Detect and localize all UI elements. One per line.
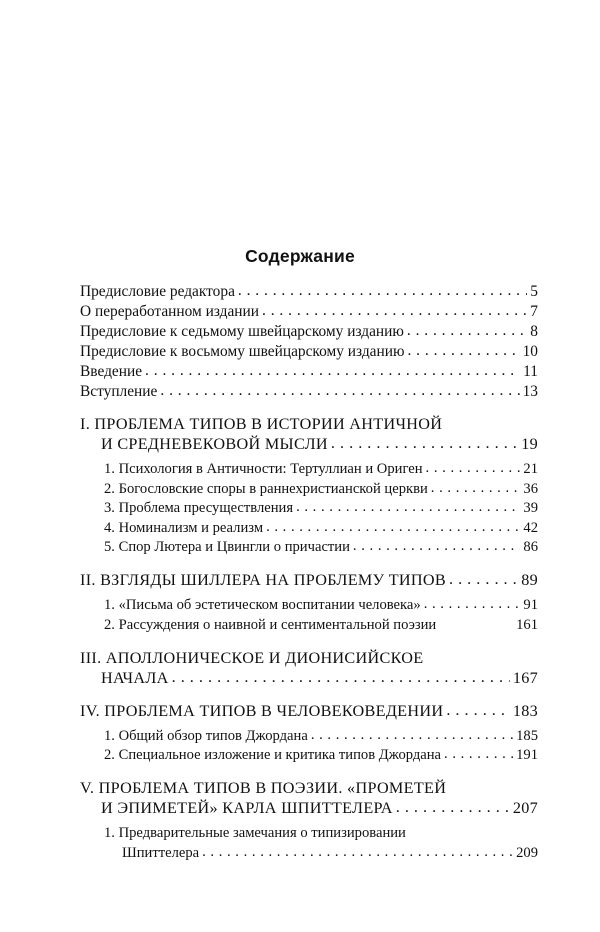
toc-page-number: 5 [530, 283, 538, 300]
section-entry[interactable] [104, 746, 538, 765]
section-entry[interactable] [104, 519, 538, 538]
toc-page-number: 39 [523, 500, 538, 516]
section-entry[interactable] [104, 480, 538, 499]
dot-leader [160, 381, 519, 400]
toc-entry-title: II. ВЗГЛЯДЫ ШИЛЛЕРА НА ПРОБЛЕМУ ТИПОВ [80, 571, 446, 589]
chapter-heading-continued[interactable] [80, 798, 538, 818]
toc-entry[interactable] [80, 342, 538, 361]
toc-page-number: 8 [530, 323, 538, 340]
dot-leader [353, 537, 520, 556]
toc-entry-title: Предисловие к восьмому швейцарскому изданию [80, 343, 405, 360]
toc-page-number: 10 [522, 343, 538, 360]
toc-entry-title: IV. ПРОБЛЕМА ТИПОВ В ЧЕЛОВЕКОВЕДЕНИИ [80, 701, 444, 720]
dot-leader [407, 341, 519, 360]
dot-leader [202, 843, 513, 862]
toc-entry-title: О переработанном издании [80, 303, 260, 320]
toc-entry-title: 1. Психология в Античности: Тертуллиан и Ориген [104, 461, 423, 477]
toc-page-number: 161 [516, 616, 538, 633]
toc-page-number: 19 [521, 435, 538, 453]
toc-entry[interactable] [80, 382, 538, 401]
toc-page-number: 13 [522, 383, 538, 400]
section-entry[interactable] [104, 460, 538, 479]
toc-entry-title: И ЭПИМЕТЕЙ» КАРЛА ШПИТТЕЛЕРА [101, 799, 393, 817]
chapter-heading[interactable] [80, 414, 538, 434]
toc-page-number: 167 [512, 668, 538, 687]
dot-leader [446, 700, 509, 720]
toc-chapter [80, 414, 538, 557]
table-of-contents [80, 282, 538, 863]
toc-chapter [80, 648, 538, 688]
chapter-heading-continued[interactable] [80, 668, 538, 688]
toc-entry-title: 2. Богословские споры в раннехристианской церкви [104, 480, 428, 497]
toc-page-number: 91 [523, 597, 538, 613]
toc-chapter [80, 778, 538, 863]
section-entry[interactable] [104, 499, 538, 518]
chapter-sections [80, 727, 538, 766]
chapter-heading[interactable] [80, 778, 538, 798]
section-entry[interactable] [104, 616, 538, 635]
toc-entry-title: 1. Общий обзор типов Джордана [104, 727, 308, 744]
toc-page-number: 11 [523, 363, 538, 380]
dot-leader [449, 569, 518, 589]
toc-entry-title: 4. Номинализм и реализм [104, 519, 264, 536]
dot-leader [426, 459, 521, 478]
toc-entry[interactable] [80, 282, 538, 301]
toc-entry-title: 1. «Письма об эстетическом воспитании человека» [104, 597, 421, 613]
toc-entry-title: 3. Проблема пресуществления [104, 500, 294, 516]
section-entry[interactable] [104, 824, 538, 843]
toc-chapter [80, 570, 538, 635]
chapter-heading[interactable] [80, 648, 538, 668]
toc-entry-title: Предисловие редактора [80, 283, 235, 300]
toc-entry-title: Предисловие к седьмому швейцарскому изданию [80, 323, 404, 340]
toc-entry[interactable] [80, 302, 538, 321]
toc-entry-title: III. АПОЛЛОНИЧЕСКОЕ И ДИОНИСИЙСКОЕ [80, 648, 424, 667]
toc-entry-title: Шпиттелера [122, 844, 200, 861]
toc-entry-title: 5. Спор Лютера и Цвингли о причастии [104, 539, 350, 555]
toc-page-number: 185 [516, 727, 538, 744]
chapter-heading[interactable] [80, 701, 538, 721]
toc-page-number: 36 [523, 480, 538, 497]
toc-page-number: 89 [521, 571, 538, 589]
toc-entry-title: 2. Специальное изложение и критика типов Джордана [104, 747, 442, 763]
dot-leader [296, 498, 520, 517]
front-matter-list [80, 282, 538, 401]
toc-entry-title: V. ПРОБЛЕМА ТИПОВ В ПОЭЗИИ. «ПРОМЕТЕЙ [80, 779, 447, 797]
toc-entry[interactable] [80, 362, 538, 381]
dot-leader [444, 745, 513, 764]
toc-chapter [80, 701, 538, 766]
toc-entry-title: Введение [80, 363, 143, 380]
toc-page-number: 207 [512, 799, 538, 817]
toc-entry[interactable] [80, 322, 538, 341]
toc-entry-title: НАЧАЛА [101, 668, 169, 687]
dot-leader [172, 667, 510, 687]
section-entry[interactable] [104, 538, 538, 557]
toc-entry-title: И СРЕДНЕВЕКОВОЙ МЫСЛИ [101, 435, 328, 453]
toc-page-number: 7 [530, 303, 538, 320]
dot-leader [396, 797, 510, 817]
toc-page-number: 191 [516, 747, 538, 763]
dot-leader [407, 321, 527, 340]
dot-leader [311, 726, 513, 745]
toc-entry-title: I. ПРОБЛЕМА ТИПОВ В ИСТОРИИ АНТИЧНОЙ [80, 415, 443, 433]
toc-page-number: 21 [523, 461, 538, 477]
toc-page-number: 86 [523, 539, 538, 555]
section-entry[interactable] [104, 727, 538, 746]
section-entry[interactable] [104, 596, 538, 615]
dot-leader [331, 433, 518, 453]
dot-leader [145, 361, 520, 380]
dot-leader [262, 301, 527, 320]
toc-page-number: 42 [523, 519, 538, 536]
dot-leader [238, 281, 527, 300]
toc-entry-title: Вступление [80, 383, 158, 400]
toc-entry-title: 1. Предварительные замечания о типизировании [104, 825, 406, 841]
chapters-list [80, 414, 538, 863]
toc-page-number: 183 [512, 701, 538, 720]
dot-leader [266, 518, 520, 537]
chapter-sections [80, 596, 538, 635]
dot-leader [431, 479, 521, 498]
chapter-sections [80, 824, 538, 863]
chapter-heading[interactable] [80, 570, 538, 590]
section-entry-continued[interactable] [104, 844, 538, 863]
toc-page-number: 209 [516, 844, 538, 861]
chapter-sections [80, 460, 538, 557]
dot-leader [424, 595, 521, 614]
toc-entry-title: 2. Рассуждения о наивной и сентиментальной поэзии [104, 616, 437, 633]
chapter-heading-continued[interactable] [80, 434, 538, 454]
toc-title: Содержание [245, 246, 355, 266]
